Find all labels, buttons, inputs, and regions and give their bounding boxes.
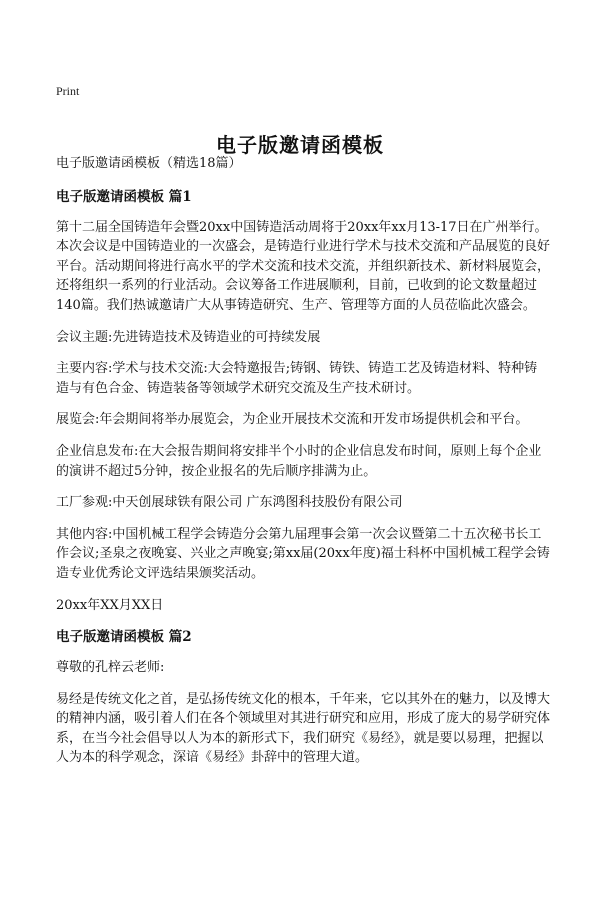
document-body (56, 154, 550, 780)
page-title: 电子版邀请函模板 (216, 133, 384, 158)
paragraph-enterprise-info: 企业信息发布:在大会报告期间将安排半个小时的企业信息发布时间，原则上每个企业的演讲不超过5分钟，按企业报名的先后顺序排满为止。 (56, 443, 542, 479)
paragraph-content: 主要内容:学术与技术交流:大会特邀报告;铸钢、铸铁、铸造工艺及铸造材料、特种铸造与有色合金、铸造装备等领域学术研究交流及生产技术研讨。 (56, 361, 538, 396)
intro-subtitle: 电子版邀请函模板（精选18篇） (56, 156, 242, 171)
paragraph-theme: 会议主题:先进铸造技术及铸造业的可持续发展 (56, 329, 321, 345)
paragraph-date: 20xx年XX月XX日 (56, 597, 164, 613)
paragraph-yijing: 易经是传统文化之首，是弘扬传统文化的根本，千年来，它以其外在的魅力，以及博大的精神内涵，吸引着人们在各个领域里对其进行研究和应用，形成了庞大的易学研究体系，在当今社会倡导以人为本的新形式下，我们研究《易经》，就是要以易理，把握以人为本的科学观念，深谙《易经》卦辞中的管理大道。 (56, 691, 551, 766)
section-heading-2: 电子版邀请函模板 篇2 (56, 629, 192, 646)
paragraph-exhibition: 展览会:年会期间将举办展览会，为企业开展技术交流和开发市场提供机会和平台。 (56, 412, 529, 428)
print-link[interactable]: Print (56, 84, 80, 98)
section-heading-1: 电子版邀请函模板 篇1 (56, 188, 192, 205)
paragraph-factory-visit: 工厂参观:中天创展球铁有限公司 广东鸿图科技股份有限公司 (56, 495, 403, 511)
paragraph-other: 其他内容:中国机械工程学会铸造分会第九届理事会第一次会议暨第二十五次秘书长工作会议;圣泉之夜晚宴、兴业之声晚宴;第xx届(20xx年度)福士科杯中国机械工程学会铸造专业优秀论文评选结果颁奖活动。 (56, 526, 550, 581)
paragraph-invitation: 第十二届全国铸造年会暨20xx中国铸造活动周将于20xx年xx月13-17日在广州举行。本次会议是中国铸造业的一次盛会，是铸造行业进行学术与技术交流和产品展览的良好平台。活动期间将进行高水平的学术交流和技术交流，并组织新技术、新材料展览会，还将组织一系列的行业活动。会议筹备工作进展顺利，目前，已收到的论文数量超过140篇。我们热诚邀请广大从事铸造研究、生产、管理等方面的人员莅临此次盛会。 (56, 219, 551, 313)
paragraph-salutation: 尊敬的孔梓云老师: (56, 660, 165, 676)
